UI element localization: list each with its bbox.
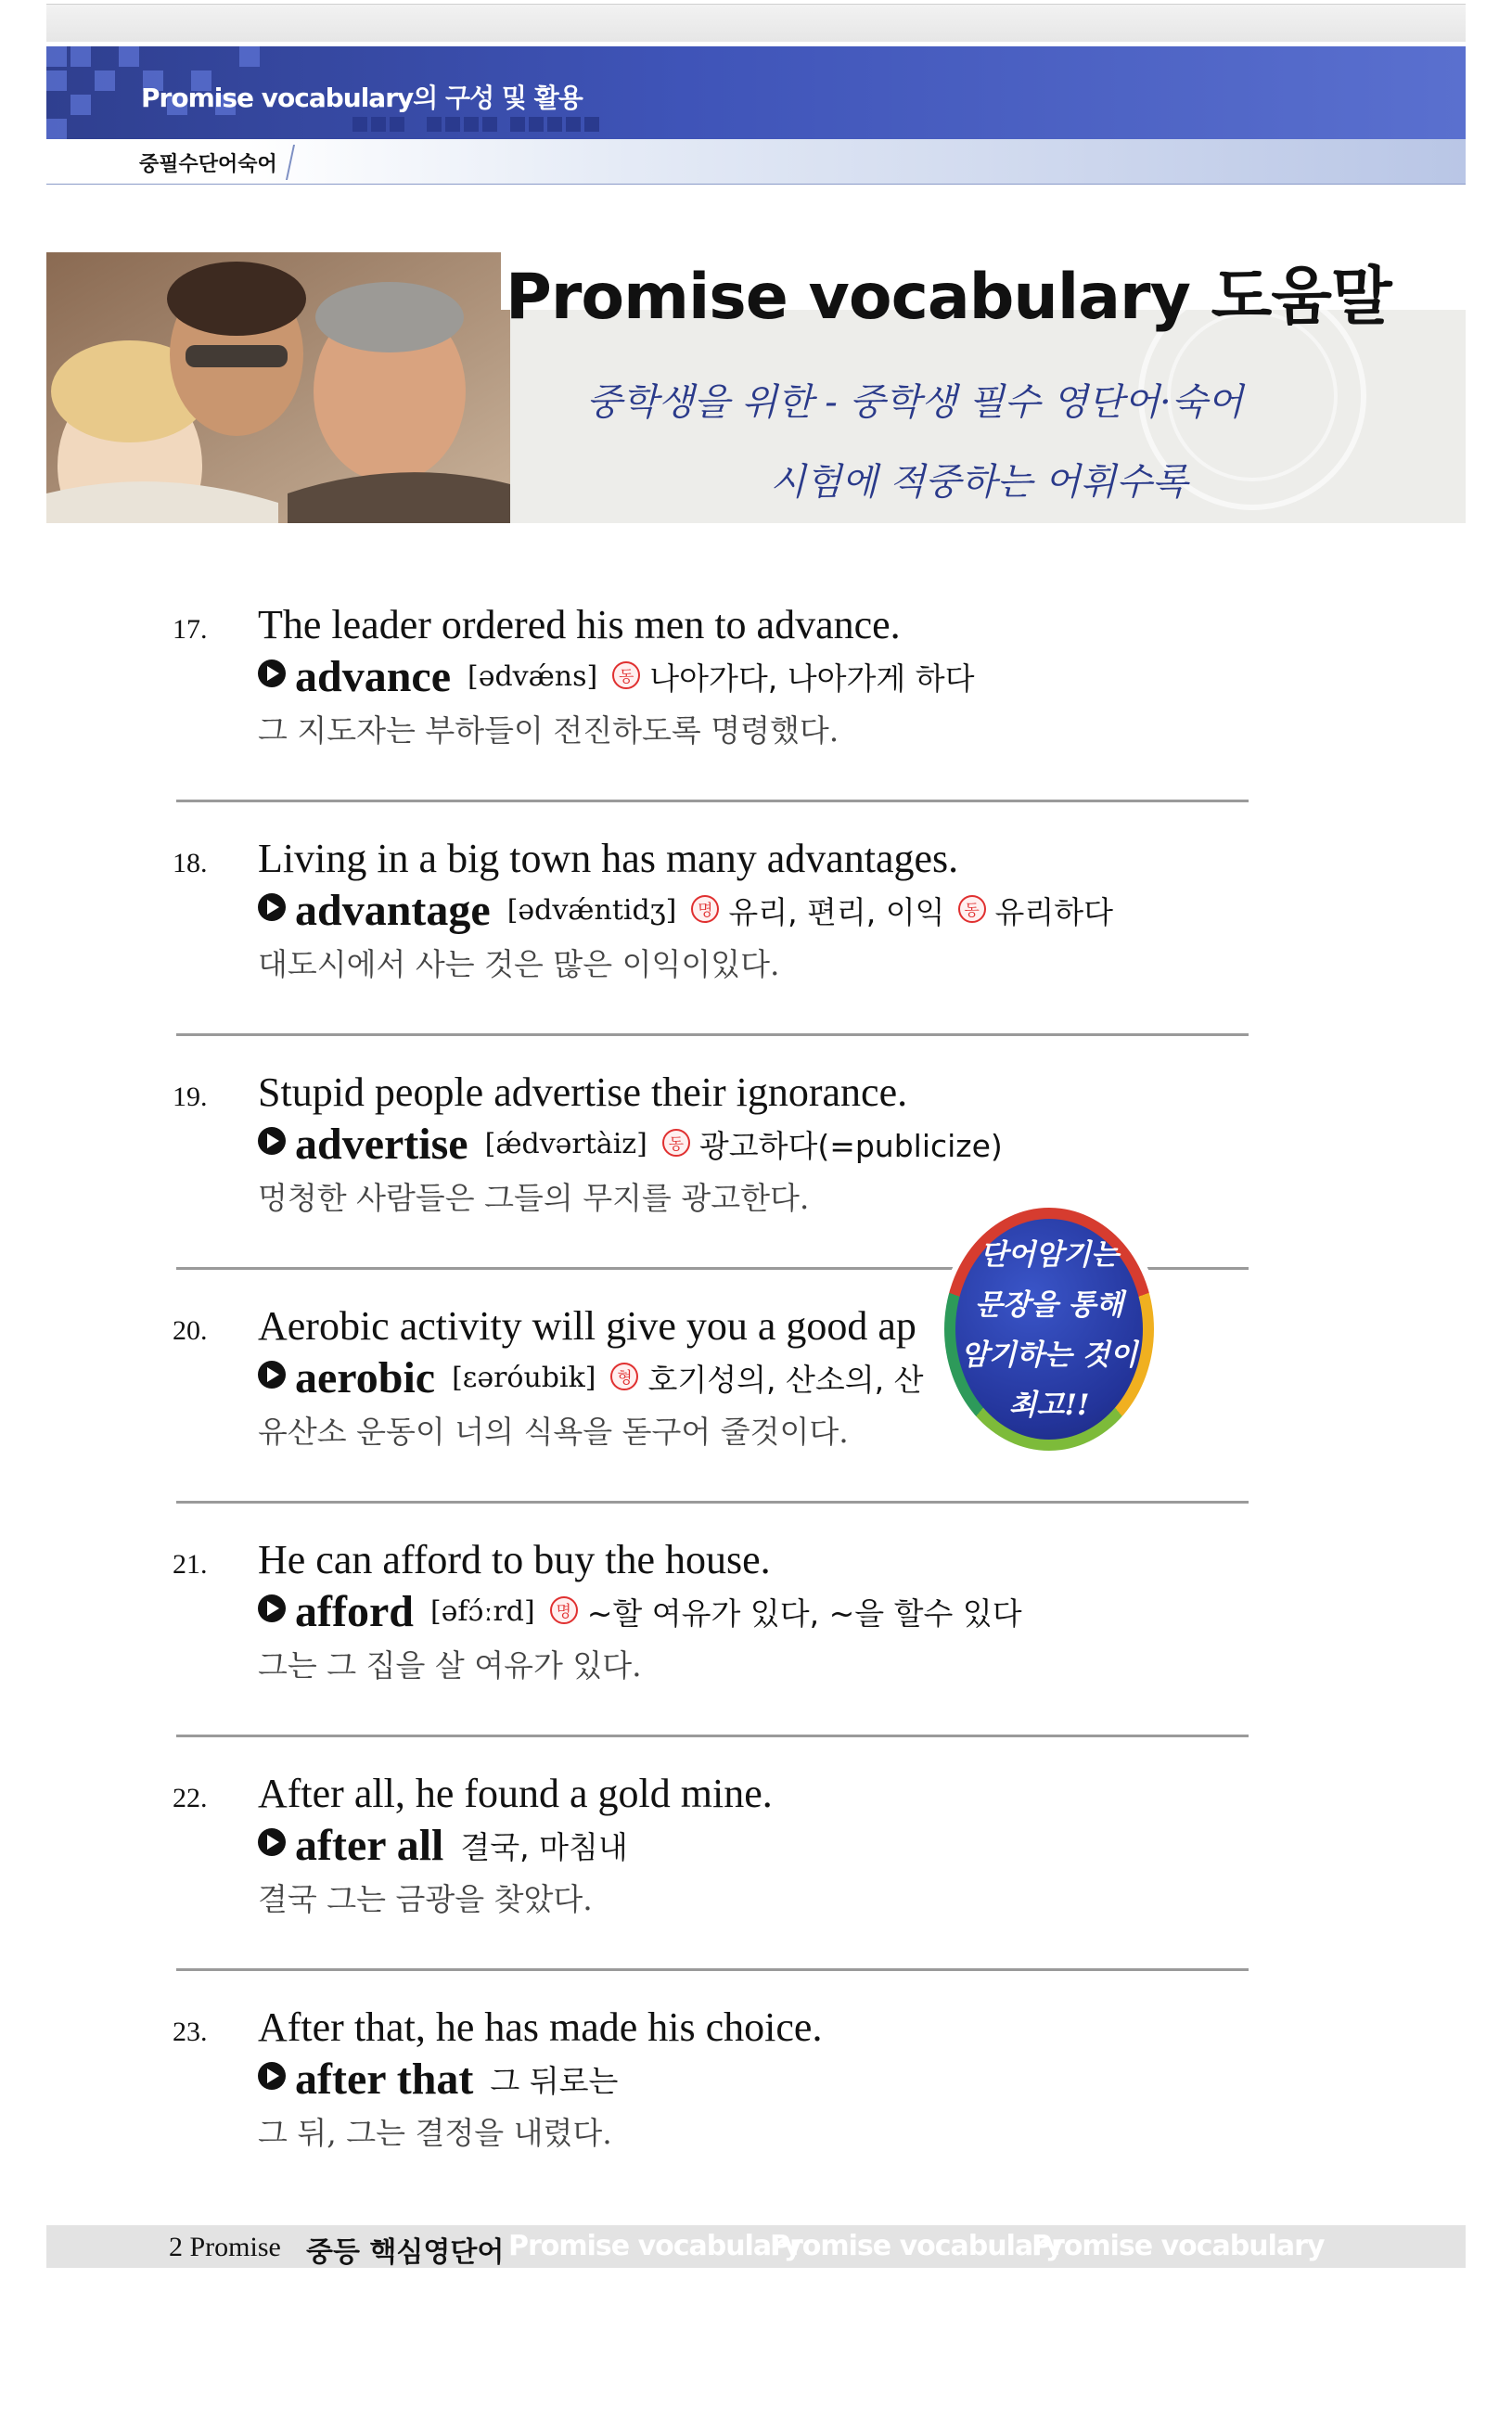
definition-line <box>258 1586 1035 1642</box>
entry-divider <box>176 1033 1249 1036</box>
badge-line: 단어암기는 <box>980 1238 1119 1272</box>
translation: 멍청한 사람들은 그들의 무지를 광고한다. <box>258 1180 810 1216</box>
entry-number: 21. <box>173 1549 208 1580</box>
header-title: Promise vocabulary의 구성 및 활용 <box>141 83 583 113</box>
headword: after all <box>295 1821 444 1870</box>
headword: after that <box>295 2055 474 2104</box>
arrow-bullet-icon <box>258 1127 286 1155</box>
translation: 그 뒤, 그는 결정을 내렸다. <box>258 2115 612 2151</box>
definition-line <box>258 1820 641 1876</box>
definition-line <box>258 1352 936 1408</box>
part-of-speech-badge: 동 <box>612 661 640 689</box>
translation: 유산소 운동이 너의 식욕을 돋구어 줄것이다. <box>258 1414 849 1450</box>
page-number: 2 Promise <box>169 2232 281 2262</box>
example-sentence: Stupid people advertise their ignorance. <box>258 1069 908 1115</box>
footer-brand: 중등 핵심영단어 <box>306 2236 505 2269</box>
definition-line <box>258 885 1126 941</box>
entry-divider <box>176 1501 1249 1504</box>
meaning: 유리, 편리, 이익 <box>728 894 945 930</box>
meaning: 유리하다 <box>994 894 1114 930</box>
hero-subtitle-2: 시험에 적중하는 어휘수록 <box>770 461 1188 504</box>
definition-line <box>258 2054 631 2109</box>
pronunciation: [ɛəróubik] <box>452 1362 596 1394</box>
badge-line: 암기하는 것이 <box>960 1338 1138 1372</box>
meaning: 그 뒤로는 <box>490 2063 619 2099</box>
arrow-bullet-icon <box>258 2062 286 2090</box>
header-subbar <box>46 139 1466 185</box>
entry-number: 18. <box>173 848 208 878</box>
entry-divider <box>176 1968 1249 1971</box>
meaning: 호기성의, 산소의, 산 <box>647 1362 924 1398</box>
meaning: 나아가다, 나아가게 하다 <box>649 660 975 697</box>
translation: 그 지도자는 부하들이 전진하도록 명령했다. <box>258 712 839 749</box>
meaning: 결국, 마침내 <box>460 1829 628 1865</box>
pronunciation: [ədvǽntidʒ] <box>506 894 677 927</box>
example-sentence: Aerobic activity will give you a good ap <box>258 1303 916 1349</box>
example-sentence: He can afford to buy the house. <box>258 1537 771 1582</box>
headword: advertise <box>295 1120 468 1169</box>
tip-badge-text <box>955 1230 1143 1430</box>
arrow-bullet-icon <box>258 659 286 687</box>
meaning: ~할 여유가 있다, ~을 할수 있다 <box>586 1595 1022 1632</box>
footer-watermark: Promise vocabulary <box>770 2230 1063 2262</box>
part-of-speech-badge: 동 <box>958 895 986 923</box>
entry-number: 23. <box>173 2017 208 2047</box>
translation: 그는 그 집을 살 여유가 있다. <box>258 1647 642 1684</box>
header-band <box>46 46 1466 139</box>
entry-divider <box>176 800 1249 802</box>
arrow-bullet-icon <box>258 893 286 921</box>
footer-watermark: Promise vocabulary <box>508 2230 801 2262</box>
example-sentence: The leader ordered his men to advance. <box>258 602 901 647</box>
arrow-bullet-icon <box>258 1594 286 1622</box>
badge-line: 문장을 통해 <box>974 1288 1124 1322</box>
arrow-bullet-icon <box>258 1361 286 1389</box>
entry-number: 19. <box>173 1082 208 1112</box>
definition-line <box>258 651 987 707</box>
entry-number: 17. <box>173 614 208 645</box>
headword: aerobic <box>295 1353 436 1402</box>
part-of-speech-badge: 명 <box>691 895 719 923</box>
part-of-speech-badge: 형 <box>610 1363 638 1390</box>
hero-subtitle-1: 중학생을 위한 - 중학생 필수 영단어·숙어 <box>586 381 1244 424</box>
translation: 대도시에서 사는 것은 많은 이익이있다. <box>258 946 780 982</box>
top-rule <box>46 4 1466 42</box>
pronunciation: [ǽdvərtàiz] <box>484 1128 647 1160</box>
headword: afford <box>295 1587 414 1636</box>
meaning: 광고하다(=publicize) <box>698 1128 1003 1164</box>
entry-divider <box>176 1735 1249 1737</box>
translation: 결국 그는 금광을 찾았다. <box>258 1881 593 1917</box>
badge-line: 최고!! <box>1008 1389 1090 1422</box>
part-of-speech-badge: 동 <box>662 1129 690 1157</box>
example-sentence: After that, he has made his choice. <box>258 2004 823 2050</box>
headword: advantage <box>295 886 491 935</box>
footer-watermark: Promise vocabulary <box>1031 2230 1325 2262</box>
pronunciation: [ədvǽns] <box>468 660 598 693</box>
entry-number: 20. <box>173 1315 208 1346</box>
pronunciation: [əfɔ́ːrd] <box>429 1595 535 1628</box>
example-sentence: After all, he found a gold mine. <box>258 1771 773 1816</box>
definition-line <box>258 1119 1016 1174</box>
section-label: 중필수단어숙어 <box>139 153 277 176</box>
subbar-divider <box>286 145 295 180</box>
headword: advance <box>295 652 451 701</box>
example-sentence: Living in a big town has many advantages. <box>258 836 959 881</box>
part-of-speech-badge: 명 <box>550 1596 578 1624</box>
people-photo <box>46 252 510 523</box>
entry-number: 22. <box>173 1783 208 1813</box>
arrow-bullet-icon <box>258 1828 286 1856</box>
page-title: Promise vocabulary 도움말 <box>506 261 1391 334</box>
